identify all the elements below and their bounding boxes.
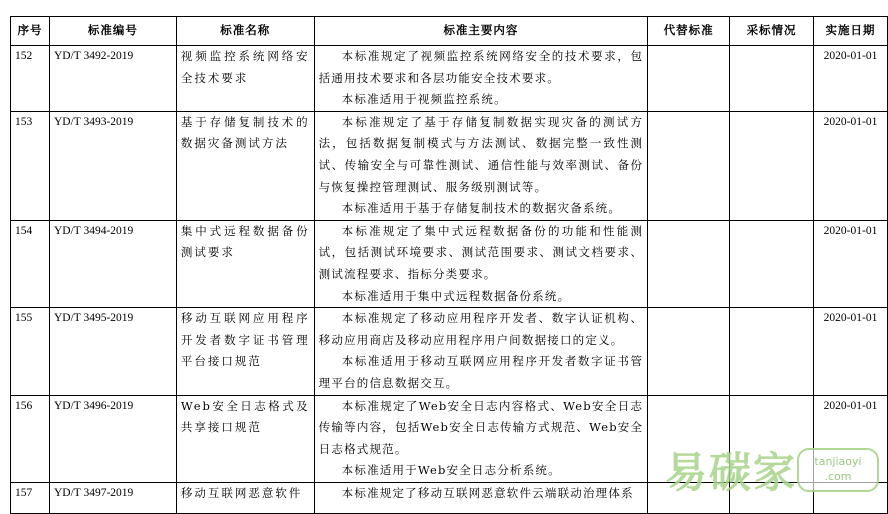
watermark-site: tanjiaoyi	[814, 455, 862, 468]
row-replaces	[648, 308, 730, 395]
content-paragraph: 本标准规定了移动应用程序开发者、数字认证机构、移动应用商店及移动应用程序用户间数据接口的定义。	[318, 311, 644, 347]
row-date: 2020-01-01	[814, 220, 888, 307]
row-code: YD/T 3494-2019	[49, 220, 176, 307]
row-replaces	[648, 482, 730, 513]
row-date: 2020-01-01	[814, 308, 888, 395]
row-content	[314, 308, 648, 395]
row-date	[814, 482, 888, 513]
row-content	[314, 46, 648, 112]
row-date: 2020-01-01	[814, 395, 888, 482]
row-code: YD/T 3493-2019	[49, 111, 176, 220]
row-code: YD/T 3492-2019	[49, 46, 176, 112]
content-paragraph: 本标准规定了集中式远程数据备份的功能和性能测试，包括测试环境要求、测试范围要求、测试文档要求、测试流程要求、指标分类要求。	[318, 223, 644, 281]
content-paragraph: 本标准适用于移动互联网应用程序开发者数字证书管理平台的信息数据交互。	[318, 354, 644, 390]
header-adoption: 采标情况	[730, 17, 814, 46]
row-date: 2020-01-01	[814, 46, 888, 112]
row-replaces	[648, 220, 730, 307]
content-paragraph: 本标准规定了移动互联网恶意软件云端联动治理体系	[341, 485, 634, 500]
table-row	[11, 308, 888, 395]
row-no: 154	[11, 220, 50, 307]
content-paragraph: 本标准规定了基于存储复制数据实现灾备的测试方法，包括数据复制模式与方法测试、数据完整一致性测试、传输安全与可靠性测试、通信性能与效率测试、备份与恢复操控管理测试、服务级别测试等。	[318, 114, 644, 194]
row-date: 2020-01-01	[814, 111, 888, 220]
row-replaces	[648, 111, 730, 220]
row-name: 视频监控系统网络安全技术要求	[176, 46, 314, 112]
table-row	[11, 395, 888, 482]
row-content	[314, 482, 648, 513]
row-content	[314, 111, 648, 220]
table-row	[11, 220, 888, 307]
row-replaces	[648, 395, 730, 482]
row-adoption	[730, 395, 814, 482]
content-paragraph: 本标准适用于Web安全日志分析系统。	[341, 463, 561, 478]
table-row	[11, 482, 888, 513]
header-row	[11, 17, 888, 46]
row-no: 157	[11, 482, 50, 513]
standards-table	[10, 16, 888, 514]
row-no: 156	[11, 395, 50, 482]
header-replaces: 代替标准	[648, 17, 730, 46]
row-replaces	[648, 46, 730, 112]
row-adoption	[730, 308, 814, 395]
row-name: 移动互联网应用程序开发者数字证书管理平台接口规范	[176, 308, 314, 395]
content-paragraph: 本标准规定了视频监控系统网络安全的技术要求，包括通用技术要求和各层功能安全技术要求。	[318, 49, 644, 85]
table-row	[11, 111, 888, 220]
content-paragraph: 本标准适用于基于存储复制技术的数据灾备系统。	[341, 201, 622, 216]
header-code: 标准编号	[49, 17, 176, 46]
watermark-text: 易碳家	[665, 448, 798, 497]
header-date: 实施日期	[814, 17, 888, 46]
watermark-domain: .com	[824, 470, 852, 483]
row-no: 155	[11, 308, 50, 395]
row-content	[314, 220, 648, 307]
row-code: YD/T 3496-2019	[49, 395, 176, 482]
row-adoption	[730, 111, 814, 220]
row-adoption	[730, 220, 814, 307]
row-name: Web安全日志格式及共享接口规范	[176, 395, 314, 482]
table-row	[11, 46, 888, 112]
row-name: 基于存储复制技术的数据灾备测试方法	[176, 111, 314, 220]
row-adoption	[730, 46, 814, 112]
content-paragraph: 本标准适用于集中式远程数据备份系统。	[341, 288, 571, 303]
content-paragraph: 本标准规定了Web安全日志内容格式、Web安全日志传输等内容，包括Web安全日志传输方式规范、Web安全日志格式规范。	[318, 398, 644, 456]
row-adoption	[730, 482, 814, 513]
row-no: 153	[11, 111, 50, 220]
row-no: 152	[11, 46, 50, 112]
header-content: 标准主要内容	[314, 17, 648, 46]
row-code: YD/T 3497-2019	[49, 482, 176, 513]
header-no: 序号	[11, 17, 50, 46]
row-name: 集中式远程数据备份测试要求	[176, 220, 314, 307]
content-paragraph: 本标准适用于视频监控系统。	[341, 92, 507, 107]
row-name: 移动互联网恶意软件	[176, 482, 314, 513]
row-content	[314, 395, 648, 482]
header-name: 标准名称	[176, 17, 314, 46]
row-code: YD/T 3495-2019	[49, 308, 176, 395]
